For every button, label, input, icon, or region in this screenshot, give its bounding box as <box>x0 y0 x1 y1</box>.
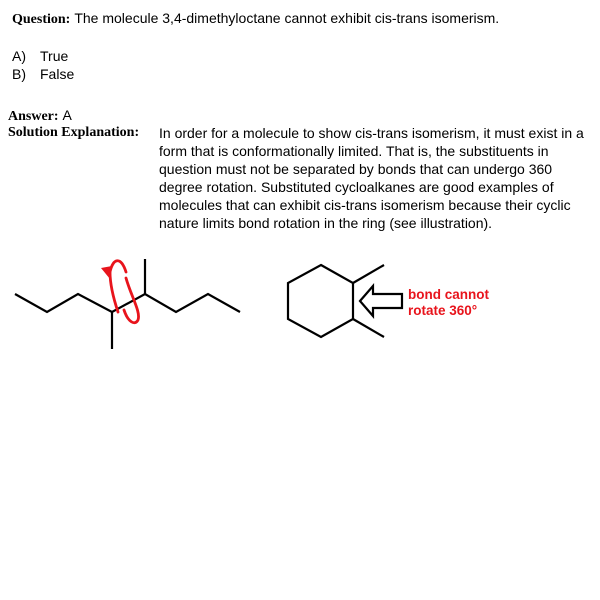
choice-a-text: True <box>40 48 69 64</box>
dimethyloctane-structure <box>15 259 240 349</box>
question <box>12 9 592 29</box>
choice-b-letter: B) <box>12 66 26 82</box>
caption-line-1: bond cannot <box>408 287 489 302</box>
choice-b-text: False <box>40 66 75 82</box>
pointer-arrow-icon <box>360 286 402 316</box>
rotation-arrow-icon <box>110 261 139 323</box>
carbon-chain <box>15 294 240 312</box>
answer-choices <box>12 47 74 83</box>
explanation-label: Solution Explanation: <box>8 125 140 140</box>
illustration <box>0 250 600 360</box>
answer <box>8 106 72 126</box>
question-text: The molecule 3,4-dimethyloctane cannot exhibit cis-trans isomerism. <box>74 10 500 26</box>
ring-substituent-lower <box>353 319 384 337</box>
choice-b[interactable] <box>12 65 74 83</box>
explanation-text: In order for a molecule to show cis-trans isomerism, it must exist in a form that is conformationally limited. That is, the substituents in question must not be separated by bonds that can undergo 360 degree rotation. Substituted cycloalkanes are good examples of molecules that can exhibit cis-trans isomerism because their cyclic nature limits bond rotation in the ring (see illustration). <box>159 125 584 231</box>
caption-line-2: rotate 360° <box>408 303 478 318</box>
ring-substituent-upper <box>353 265 384 283</box>
choice-a-letter: A) <box>12 48 26 64</box>
cyclohexane-ring <box>288 265 353 337</box>
question-label: Question: <box>12 12 71 27</box>
answer-label: Answer: <box>8 109 59 124</box>
choice-a[interactable] <box>12 47 74 65</box>
answer-value: A <box>62 107 72 123</box>
